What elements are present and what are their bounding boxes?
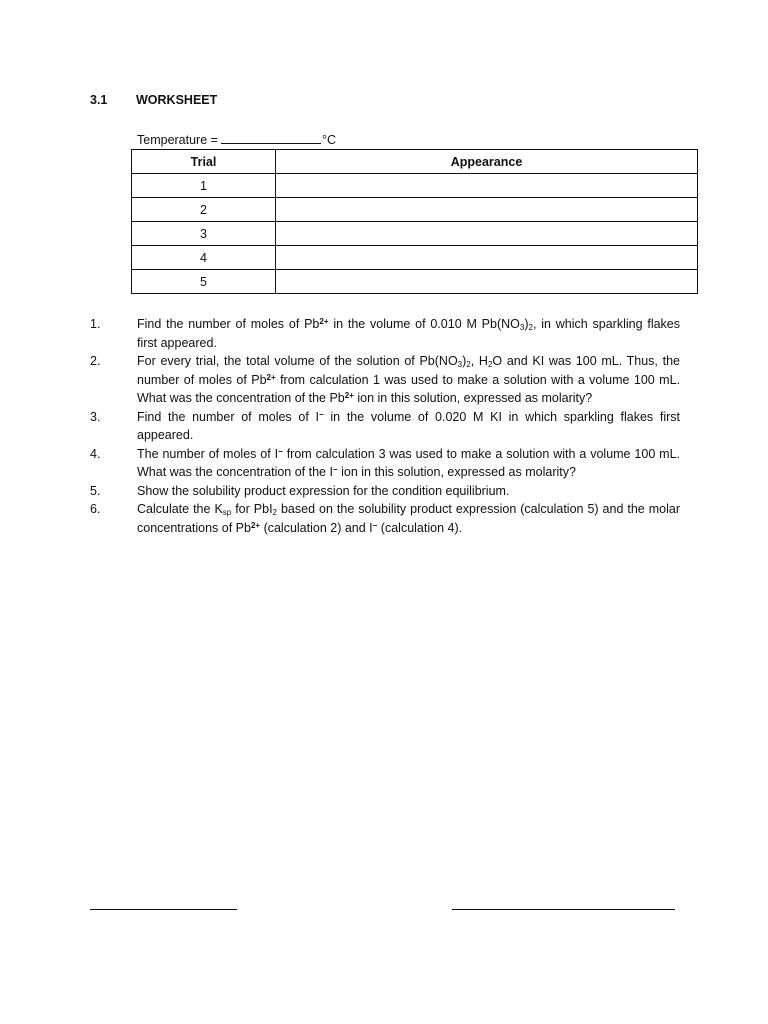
signature-line-left bbox=[90, 908, 237, 910]
question-text: Find the number of moles of $Pb^{2+}$ in the volume of 0.010 M $Pb(NO_3)_2$, in which sparkling flakes first appeared. bbox=[137, 317, 681, 350]
signature-line-right bbox=[452, 908, 675, 910]
question-text: Show the solubility product expression for the condition equilibrium. bbox=[137, 483, 510, 498]
section-heading bbox=[90, 93, 217, 107]
trials-table bbox=[131, 149, 698, 294]
temperature-line bbox=[137, 132, 336, 147]
appearance-cell[interactable] bbox=[276, 246, 698, 270]
question-text: For every trial, the total volume of the solution of $Pb(NO_3)_2$, $H_2O$ and KI was 100 mL. Thus, the number of moles of $Pb^{2+}$ from calculation 1 was used to make a solution with a volume 100 mL. What was the concentration of the $Pb^{2+}$ ion in this solution, expressed as molarity? bbox=[137, 354, 680, 405]
question-text: Find the number of moles of I− in the volume of 0.020 M KI in which sparkling flakes first appeared. bbox=[137, 409, 680, 442]
header-trial: Trial bbox=[132, 150, 276, 174]
header-appearance: Appearance bbox=[276, 150, 698, 174]
trial-number-cell: 1 bbox=[132, 174, 276, 198]
appearance-cell[interactable] bbox=[276, 198, 698, 222]
question-number: 3. bbox=[90, 409, 101, 424]
section-title: WORKSHEET bbox=[136, 93, 218, 107]
question-list bbox=[90, 315, 680, 537]
section-number: 3.1 bbox=[90, 93, 108, 107]
temperature-label: Temperature = bbox=[137, 133, 218, 147]
question-number: 2. bbox=[90, 354, 101, 368]
question-item bbox=[90, 482, 680, 501]
question-number: 4. bbox=[90, 446, 101, 461]
table-row bbox=[132, 222, 698, 246]
question-item bbox=[90, 445, 680, 482]
trial-number-cell: 3 bbox=[132, 222, 276, 246]
table-row bbox=[132, 246, 698, 270]
appearance-cell[interactable] bbox=[276, 270, 698, 294]
question-item bbox=[90, 315, 680, 352]
question-item bbox=[90, 352, 680, 408]
question-number: 5. bbox=[90, 483, 101, 498]
trial-number-cell: 5 bbox=[132, 270, 276, 294]
trial-number-cell: 2 bbox=[132, 198, 276, 222]
table-row bbox=[132, 174, 698, 198]
trial-number-cell: 4 bbox=[132, 246, 276, 270]
appearance-cell[interactable] bbox=[276, 174, 698, 198]
temperature-blank[interactable] bbox=[221, 132, 321, 144]
question-number: 6. bbox=[90, 502, 101, 516]
question-number: 1. bbox=[90, 317, 101, 331]
question-text: The number of moles of I− from calculation 3 was used to make a solution with a volume 100 mL. What was the concentration of the I− ion in this solution, expressed as molarity? bbox=[137, 446, 681, 479]
table-row bbox=[132, 270, 698, 294]
temperature-unit: °C bbox=[321, 133, 336, 147]
table-header-row bbox=[132, 150, 698, 174]
table-row bbox=[132, 198, 698, 222]
question-text: Calculate the $K_{sp}$ for PbI$_2$ based on the solubility product expression (calculation 5) and the molar concentrations of $Pb^{2+}$ (calculation 2) and I− (calculation 4). bbox=[137, 502, 680, 535]
question-item bbox=[90, 500, 680, 537]
appearance-cell[interactable] bbox=[276, 222, 698, 246]
question-item bbox=[90, 408, 680, 445]
